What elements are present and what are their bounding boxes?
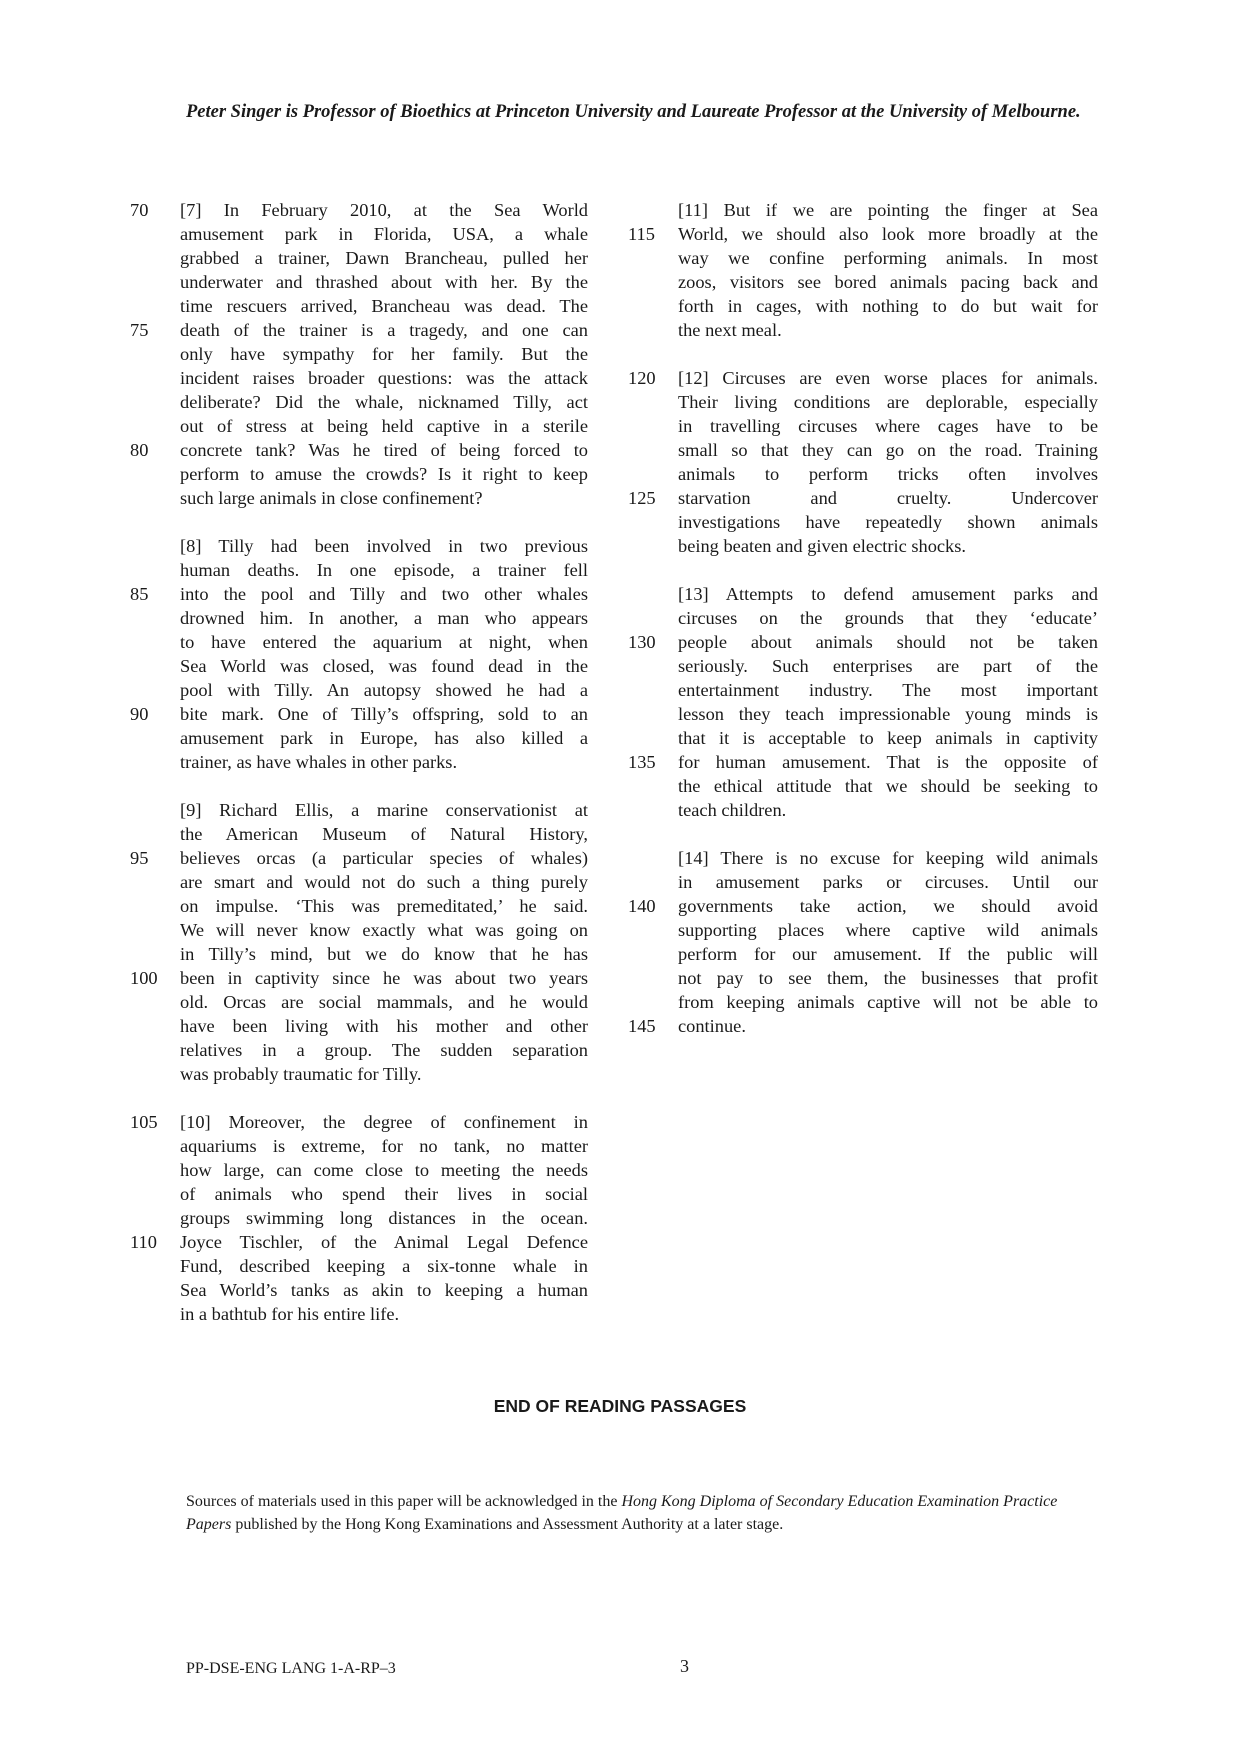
line-number xyxy=(130,870,180,894)
line-text: time rescuers arrived, Brancheau was dead. The xyxy=(180,296,588,316)
line-text: pool with Tilly. An autopsy showed he had a xyxy=(180,680,588,700)
line-number xyxy=(130,342,180,366)
line-text: drowned him. In another, a man who appears xyxy=(180,608,588,628)
text-line xyxy=(130,1278,588,1302)
paragraph xyxy=(130,534,588,774)
text-line xyxy=(130,702,588,726)
text-line xyxy=(130,630,588,654)
line-number xyxy=(628,846,678,870)
text-line xyxy=(628,270,1098,294)
text-line xyxy=(130,1206,588,1230)
text-line xyxy=(130,726,588,750)
line-number xyxy=(130,678,180,702)
line-text: people about animals should not be taken xyxy=(678,632,1098,652)
line-number xyxy=(130,1206,180,1230)
text-line xyxy=(130,462,588,486)
line-text: [14] There is no excuse for keeping wild animals xyxy=(678,848,1098,868)
line-number: 135 xyxy=(628,752,656,772)
line-text: was probably traumatic for Tilly. xyxy=(180,1064,422,1084)
text-line xyxy=(130,750,588,774)
line-text: Fund, described keeping a six-tonne whale in xyxy=(180,1256,588,1276)
line-number: 90 xyxy=(130,704,149,724)
line-text: grabbed a trainer, Dawn Brancheau, pulled her xyxy=(180,248,588,268)
line-number xyxy=(628,294,678,318)
line-text: to have entered the aquarium at night, when xyxy=(180,632,588,652)
line-number xyxy=(130,1134,180,1158)
line-number xyxy=(130,654,180,678)
line-number: 95 xyxy=(130,848,149,868)
line-number xyxy=(628,726,678,750)
line-number xyxy=(130,486,180,510)
text-line xyxy=(130,414,588,438)
text-line xyxy=(130,1014,588,1038)
text-line xyxy=(130,294,588,318)
text-line xyxy=(628,894,1098,918)
line-number xyxy=(130,942,180,966)
line-number xyxy=(130,798,180,822)
text-line xyxy=(130,606,588,630)
line-number: 125 xyxy=(628,488,656,508)
text-line xyxy=(628,798,1098,822)
line-number xyxy=(628,270,678,294)
line-number: 105 xyxy=(130,1112,158,1132)
line-text: in travelling circuses where cages have to be xyxy=(678,416,1098,436)
line-number xyxy=(130,1158,180,1182)
text-line xyxy=(628,774,1098,798)
text-line xyxy=(130,654,588,678)
line-text: underwater and thrashed about with her. By the xyxy=(180,272,588,292)
line-number: 85 xyxy=(130,584,149,604)
line-text: human deaths. In one episode, a trainer fell xyxy=(180,560,588,580)
text-line xyxy=(130,798,588,822)
line-text: governments take action, we should avoid xyxy=(678,896,1098,916)
text-line xyxy=(130,390,588,414)
text-line xyxy=(628,462,1098,486)
text-line xyxy=(628,990,1098,1014)
line-text: being beaten and given electric shocks. xyxy=(678,536,967,556)
line-number xyxy=(628,534,678,558)
line-number: 75 xyxy=(130,320,149,340)
line-text: animals to perform tricks often involves xyxy=(678,464,1098,484)
line-text: are smart and would not do such a thing purely xyxy=(180,872,588,892)
line-text: Sea World was closed, was found dead in the xyxy=(180,656,588,676)
line-text: in a bathtub for his entire life. xyxy=(180,1304,400,1324)
line-number xyxy=(130,606,180,630)
text-line xyxy=(130,318,588,342)
text-line xyxy=(628,702,1098,726)
text-line xyxy=(628,726,1098,750)
line-text: way we confine performing animals. In most xyxy=(678,248,1098,268)
text-line xyxy=(130,942,588,966)
text-line xyxy=(628,918,1098,942)
author-byline: Peter Singer is Professor of Bioethics at Princeton University and Laureate Professor at the University of Melbourne. xyxy=(186,102,1081,122)
line-number xyxy=(628,654,678,678)
line-text: for human amusement. That is the opposite of xyxy=(678,752,1098,772)
line-text: of animals who spend their lives in social xyxy=(180,1184,588,1204)
line-number xyxy=(130,222,180,246)
text-line xyxy=(130,1038,588,1062)
paragraph xyxy=(628,582,1098,822)
text-line xyxy=(130,582,588,606)
line-text: zoos, visitors see bored animals pacing back and xyxy=(678,272,1098,292)
line-text: the American Museum of Natural History, xyxy=(180,824,588,844)
line-text: in Tilly’s mind, but we do know that he has xyxy=(180,944,588,964)
line-number xyxy=(628,318,678,342)
line-number xyxy=(130,990,180,1014)
text-line xyxy=(628,438,1098,462)
line-number xyxy=(628,198,678,222)
line-text: trainer, as have whales in other parks. xyxy=(180,752,458,772)
text-line xyxy=(628,942,1098,966)
line-number xyxy=(130,1038,180,1062)
paragraph xyxy=(130,1110,588,1326)
line-text: the next meal. xyxy=(678,320,782,340)
line-number xyxy=(130,246,180,270)
line-number: 110 xyxy=(130,1232,157,1252)
text-line xyxy=(130,822,588,846)
line-text: perform to amuse the crowds? Is it right to keep xyxy=(180,464,588,484)
line-number xyxy=(130,726,180,750)
text-line xyxy=(130,1158,588,1182)
line-text: death of the trainer is a tragedy, and one can xyxy=(180,320,588,340)
line-text: lesson they teach impressionable young minds is xyxy=(678,704,1098,724)
text-line xyxy=(130,1062,588,1086)
text-line xyxy=(628,414,1098,438)
text-line xyxy=(628,678,1098,702)
text-line xyxy=(628,654,1098,678)
line-text: been in captivity since he was about two years xyxy=(180,968,588,988)
line-text: forth in cages, with nothing to do but wait for xyxy=(678,296,1098,316)
line-number xyxy=(628,990,678,1014)
line-text: on impulse. ‘This was premeditated,’ he said. xyxy=(180,896,588,916)
text-line xyxy=(130,1110,588,1134)
text-line xyxy=(628,1014,1098,1038)
line-text: We will never know exactly what was going on xyxy=(180,920,588,940)
line-number xyxy=(628,606,678,630)
left-column xyxy=(130,198,588,1350)
line-text: small so that they can go on the road. Training xyxy=(678,440,1098,460)
line-number xyxy=(130,558,180,582)
line-text: in amusement parks or circuses. Until our xyxy=(678,872,1098,892)
paragraph xyxy=(130,198,588,510)
line-text: concrete tank? Was he tired of being forced to xyxy=(180,440,588,460)
line-number xyxy=(130,918,180,942)
text-line xyxy=(130,966,588,990)
line-number xyxy=(130,1278,180,1302)
line-number: 100 xyxy=(130,968,158,988)
line-text: bite mark. One of Tilly’s offspring, sold to an xyxy=(180,704,588,724)
right-column xyxy=(628,198,1098,1062)
line-text: old. Orcas are social mammals, and he would xyxy=(180,992,588,1012)
text-line xyxy=(628,534,1098,558)
line-number xyxy=(628,582,678,606)
paragraph xyxy=(130,798,588,1086)
line-text: from keeping animals captive will not be able to xyxy=(678,992,1098,1012)
line-text: out of stress at being held captive in a sterile xyxy=(180,416,588,436)
text-line xyxy=(628,750,1098,774)
line-number xyxy=(628,390,678,414)
line-number xyxy=(628,918,678,942)
line-number xyxy=(628,438,678,462)
line-text: aquariums is extreme, for no tank, no matter xyxy=(180,1136,588,1156)
text-line xyxy=(628,294,1098,318)
line-text: seriously. Such enterprises are part of the xyxy=(678,656,1098,676)
line-text: relatives in a group. The sudden separation xyxy=(180,1040,588,1060)
text-line xyxy=(130,366,588,390)
line-number xyxy=(130,1014,180,1038)
line-number: 130 xyxy=(628,632,656,652)
line-text: Their living conditions are deplorable, especially xyxy=(678,392,1098,412)
text-line xyxy=(628,486,1098,510)
line-number: 120 xyxy=(628,368,656,388)
line-text: Sea World’s tanks as akin to keeping a human xyxy=(180,1280,588,1300)
line-number xyxy=(628,870,678,894)
line-number: 140 xyxy=(628,896,656,916)
text-line xyxy=(130,198,588,222)
text-line xyxy=(628,222,1098,246)
line-text: amusement park in Florida, USA, a whale xyxy=(180,224,588,244)
end-of-passages-heading: END OF READING PASSAGES xyxy=(493,1396,747,1416)
line-number xyxy=(130,390,180,414)
line-text: deliberate? Did the whale, nicknamed Tilly, act xyxy=(180,392,588,412)
line-text: World, we should also look more broadly at the xyxy=(678,224,1098,244)
line-number xyxy=(130,270,180,294)
sources-publication-title: Hong Kong Diploma of Secondary Education Examination Practice Papers xyxy=(186,1493,1058,1533)
page-number: 3 xyxy=(680,1656,689,1676)
line-number xyxy=(628,798,678,822)
line-text: supporting places where captive wild animals xyxy=(678,920,1098,940)
text-line xyxy=(628,630,1098,654)
line-text: amusement park in Europe, has also killed a xyxy=(180,728,588,748)
line-text: have been living with his mother and other xyxy=(180,1016,588,1036)
text-line xyxy=(130,486,588,510)
line-number xyxy=(130,894,180,918)
text-line xyxy=(130,870,588,894)
paragraph xyxy=(628,846,1098,1038)
text-line xyxy=(130,990,588,1014)
line-text: groups swimming long distances in the ocean. xyxy=(180,1208,588,1228)
text-line xyxy=(130,918,588,942)
text-line xyxy=(130,222,588,246)
text-line xyxy=(130,558,588,582)
text-line xyxy=(130,438,588,462)
paragraph xyxy=(628,366,1098,558)
line-number xyxy=(130,630,180,654)
text-line xyxy=(628,582,1098,606)
line-text: not pay to see them, the businesses that profit xyxy=(678,968,1098,988)
line-text: into the pool and Tilly and two other whales xyxy=(180,584,588,604)
line-text: incident raises broader questions: was the attack xyxy=(180,368,588,388)
line-number xyxy=(130,750,180,774)
line-number: 80 xyxy=(130,440,149,460)
text-line xyxy=(130,894,588,918)
line-number xyxy=(628,510,678,534)
text-line xyxy=(130,1182,588,1206)
text-line xyxy=(130,1134,588,1158)
line-number xyxy=(130,414,180,438)
text-line xyxy=(130,678,588,702)
text-line xyxy=(628,510,1098,534)
text-line xyxy=(628,390,1098,414)
line-number xyxy=(130,1302,180,1326)
text-line xyxy=(628,246,1098,270)
line-text: [7] In February 2010, at the Sea World xyxy=(180,200,588,220)
line-text: teach children. xyxy=(678,800,787,820)
line-number xyxy=(130,462,180,486)
line-number xyxy=(628,774,678,798)
paper-code: PP-DSE-ENG LANG 1-A-RP–3 xyxy=(186,1660,396,1677)
line-number xyxy=(628,702,678,726)
line-number xyxy=(130,294,180,318)
line-number xyxy=(628,462,678,486)
line-text: the ethical attitude that we should be seeking to xyxy=(678,776,1098,796)
line-text: starvation and cruelty. Undercover xyxy=(678,488,1098,508)
text-line xyxy=(130,846,588,870)
line-text: such large animals in close confinement? xyxy=(180,488,483,508)
text-line xyxy=(130,534,588,558)
text-line xyxy=(628,198,1098,222)
line-text: [13] Attempts to defend amusement parks and xyxy=(678,584,1098,604)
line-text: that it is acceptable to keep animals in captivity xyxy=(678,728,1098,748)
line-number: 70 xyxy=(130,200,149,220)
sources-text-1: Sources of materials used in this paper will be acknowledged in the xyxy=(186,1493,622,1510)
line-number xyxy=(628,678,678,702)
text-line xyxy=(628,606,1098,630)
line-number xyxy=(130,822,180,846)
line-number xyxy=(628,966,678,990)
line-text: [9] Richard Ellis, a marine conservationist at xyxy=(180,800,588,820)
text-line xyxy=(628,366,1098,390)
text-line xyxy=(628,870,1098,894)
line-number xyxy=(130,1254,180,1278)
line-number xyxy=(130,1062,180,1086)
line-number xyxy=(130,366,180,390)
sources-text-2: published by the Hong Kong Examinations and Assessment Authority at a later stage. xyxy=(231,1516,784,1533)
line-text: circuses on the grounds that they ‘educate’ xyxy=(678,608,1098,628)
line-text: entertainment industry. The most important xyxy=(678,680,1098,700)
line-text: [11] But if we are pointing the finger at Sea xyxy=(678,200,1098,220)
sources-note xyxy=(186,1490,1096,1536)
line-text: [10] Moreover, the degree of confinement in xyxy=(180,1112,588,1132)
text-line xyxy=(628,966,1098,990)
text-line xyxy=(130,1254,588,1278)
text-line xyxy=(130,1302,588,1326)
line-number xyxy=(130,534,180,558)
line-text: investigations have repeatedly shown animals xyxy=(678,512,1098,532)
line-number xyxy=(628,246,678,270)
line-text: only have sympathy for her family. But the xyxy=(180,344,588,364)
line-number: 115 xyxy=(628,224,655,244)
line-text: how large, can come close to meeting the needs xyxy=(180,1160,588,1180)
line-number xyxy=(628,414,678,438)
text-line xyxy=(628,846,1098,870)
line-number xyxy=(130,1182,180,1206)
line-text: [8] Tilly had been involved in two previous xyxy=(180,536,588,556)
text-line xyxy=(130,342,588,366)
text-line xyxy=(628,318,1098,342)
paragraph xyxy=(628,198,1098,342)
line-number xyxy=(628,942,678,966)
line-text: continue. xyxy=(678,1016,746,1036)
line-text: believes orcas (a particular species of whales) xyxy=(180,848,588,868)
line-text: Joyce Tischler, of the Animal Legal Defence xyxy=(180,1232,588,1252)
text-line xyxy=(130,1230,588,1254)
line-text: perform for our amusement. If the public will xyxy=(678,944,1098,964)
line-number: 145 xyxy=(628,1016,656,1036)
line-text: [12] Circuses are even worse places for animals. xyxy=(678,368,1098,388)
text-line xyxy=(130,270,588,294)
text-line xyxy=(130,246,588,270)
